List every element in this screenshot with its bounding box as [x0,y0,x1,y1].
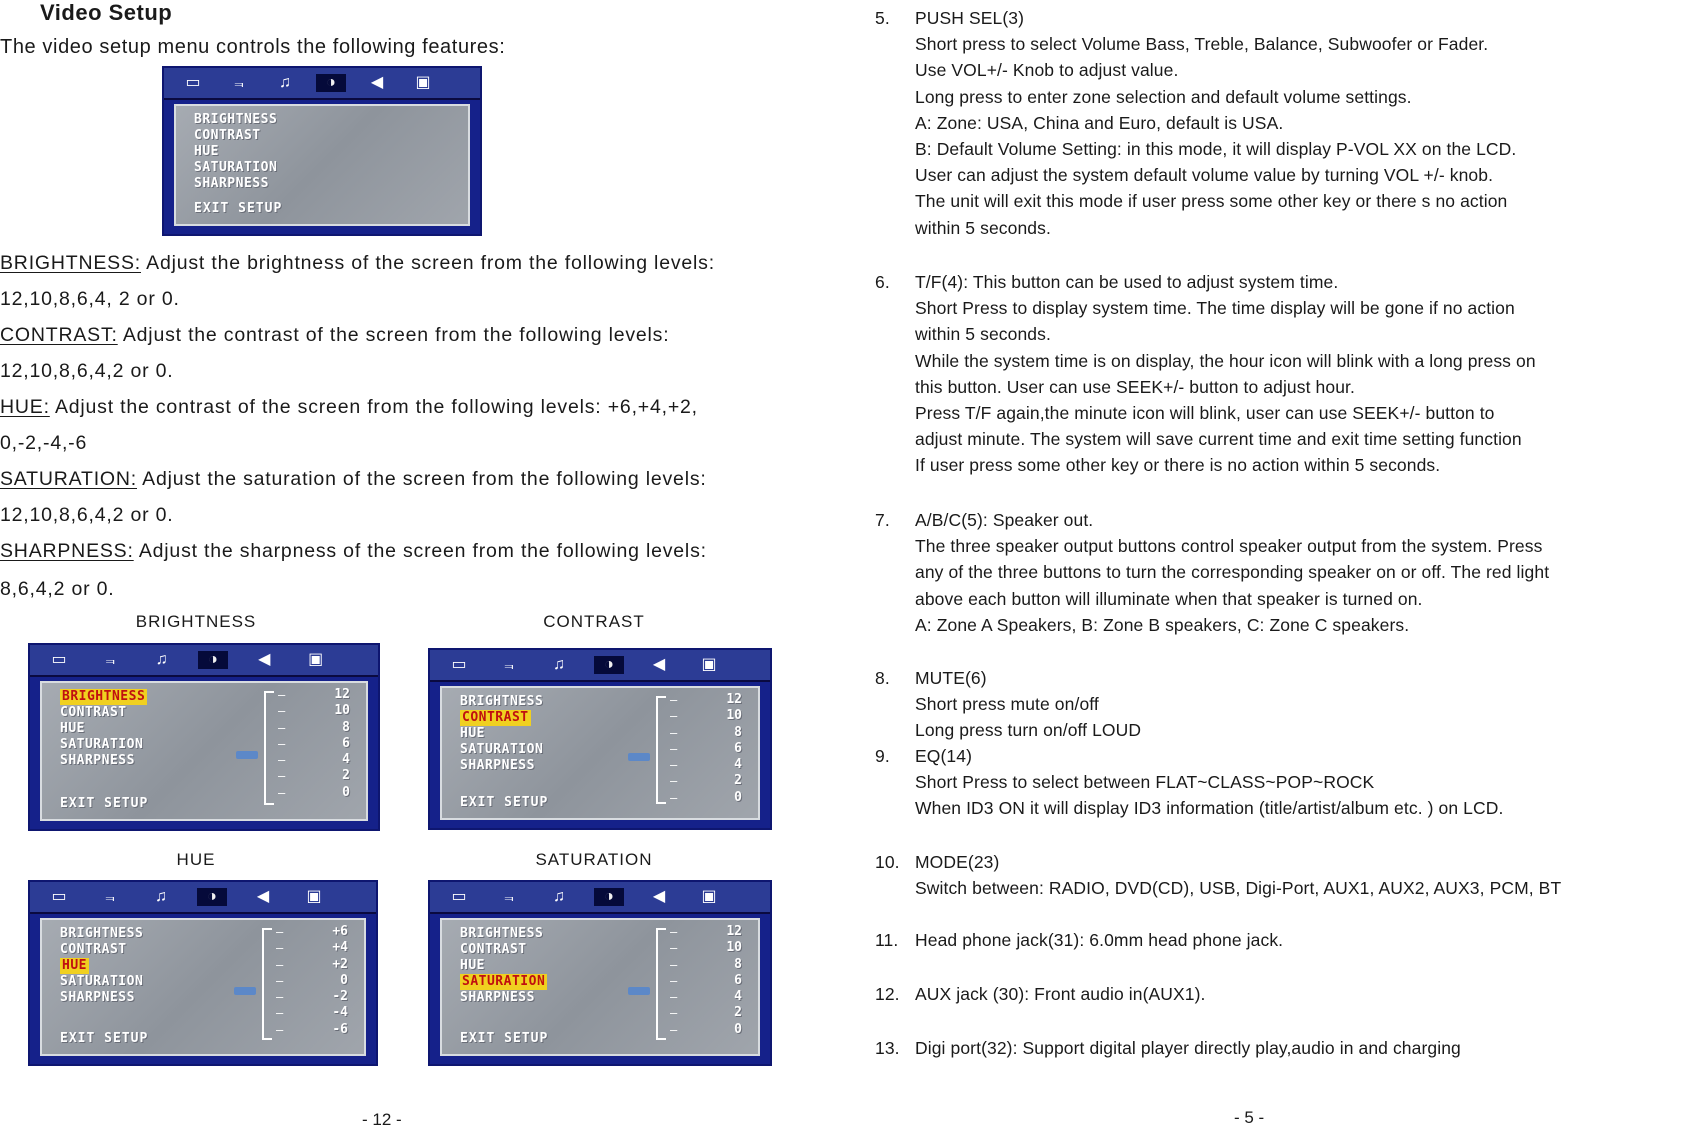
osd-menu-panel [440,918,760,1056]
osd-icon-bar [430,650,770,682]
satellite-icon: ⫬ [504,888,514,905]
list-item-line: A: Zone: USA, China and Euro, default is USA. [915,112,1284,133]
osd-scale-bracket [656,928,666,1040]
list-item-number: 7. [875,510,890,530]
list-item-line: User can adjust the system default volume value by turning VOL +/- knob. [915,165,1494,186]
brightness-levels: 12,10,8,6,4, 2 or 0. [0,288,180,310]
osd-menu-item: SHARPNESS [60,753,135,768]
list-item-line: adjust minute. The system will save current time and exit time setting function [915,429,1522,450]
osd-exit-setup: EXIT SETUP [460,1031,549,1046]
list-item-number: 9. [875,746,890,766]
speaker-icon: ◀ [258,651,271,668]
caption-brightness: BRIGHTNESS [135,612,257,631]
music-icon: ♫ [553,888,565,905]
list-item-line: When ID3 ON it will display ID3 information (title/artist/album etc. ) on LCD. [915,798,1504,819]
dolby-icon: ▣ [415,74,431,91]
osd-menu-item: SATURATION [194,160,278,175]
osd-arrow-icon [628,987,650,995]
list-item-line: A/B/C(5): Speaker out. [915,510,1094,530]
list-item-line: The three speaker output buttons control speaker output from the system. Press [915,536,1543,557]
brightness-desc: Adjust the brightness of the screen from the following levels: [141,252,715,274]
osd-menu-panel [40,681,368,821]
dolby-icon: ▣ [306,888,322,905]
list-item-line: PUSH SEL(3) [915,8,1025,28]
osd-level-value: 4 [734,989,742,1005]
osd-menu-item: SATURATION [60,974,144,989]
osd-level-value: 8 [342,719,350,735]
osd-level-scale [262,924,352,1044]
osd-exit-setup: EXIT SETUP [194,201,283,216]
list-item-line: Long press to enter zone selection and default volume settings. [915,86,1412,107]
osd-level-value: 12 [726,924,742,939]
osd-level-value: +4 [332,940,348,956]
osd-level-scale [656,692,746,808]
osd-level-value: 10 [334,703,350,719]
osd-scale-bracket [656,696,666,804]
osd-menu-list [460,926,547,1006]
list-item-number: 12. [875,984,900,1004]
osd-menu-list [60,689,147,769]
osd-menu-panel [440,686,760,820]
osd-menu-item: CONTRAST [194,128,261,143]
saturation-levels: 12,10,8,6,4,2 or 0. [0,504,174,526]
osd-level-value: 0 [734,1021,742,1037]
osd-level-value: +2 [332,956,348,972]
list-item-line: any of the three buttons to turn the corresponding speaker on or off. The red light [915,562,1550,583]
contrast-desc: Adjust the contrast of the screen from the following levels: [117,324,670,346]
satellite-icon: ⫬ [504,656,514,673]
osd-arrow-icon [236,751,258,759]
saturation-term: SATURATION: [0,468,137,490]
osd-scale-bracket [262,928,272,1040]
sharpness-levels: 8,6,4,2 or 0. [0,578,115,600]
list-item-line: MODE(23) [915,852,1000,872]
osd-scale-values [726,692,742,806]
osd-menu-item: SHARPNESS [460,758,535,773]
list-item-line: Use VOL+/- Knob to adjust value. [915,60,1179,81]
osd-level-value: -2 [332,989,348,1005]
list-item-number: 11. [875,930,899,950]
osd-level-value: 12 [334,687,350,702]
osd-menu-list [60,926,143,1006]
sharpness-desc: Adjust the sharpness of the screen from the following levels: [133,540,707,562]
music-icon: ♫ [553,656,565,673]
monitor-icon: ▭ [185,74,201,91]
list-item-line: Long press turn on/off LOUD [915,720,1142,741]
list-item-number: 10. [875,852,900,872]
osd-menu-list [194,112,277,192]
osd-menu-item: HUE [194,144,219,159]
list-item-line: B: Default Volume Setting: in this mode, it will display P-VOL XX on the LCD. [915,139,1517,159]
osd-menu-panel [174,104,470,226]
music-icon: ♫ [155,888,167,905]
osd-scale-ticks: – – – – – – – [670,692,678,805]
osd-scale-ticks: – – – – – – – [670,924,678,1037]
saturation-paragraph [0,468,707,491]
osd-icon-bar [164,68,480,100]
osd-screenshot-main [162,66,482,236]
list-item-line: Switch between: RADIO, DVD(CD), USB, Digi-Port, AUX1, AUX2, AUX3, PCM, BT [915,878,1562,899]
video-icon: ◑ [198,651,228,669]
osd-arrow-icon [234,987,256,995]
osd-icon-bar [430,882,770,914]
osd-level-value: 8 [734,724,742,740]
osd-menu-item: SATURATION [60,737,144,752]
contrast-term: CONTRAST: [0,324,118,346]
osd-menu-item: BRIGHTNESS [62,689,146,704]
osd-menu-item: SHARPNESS [194,176,269,191]
monitor-icon: ▭ [51,888,67,905]
list-item-line: AUX jack (30): Front audio in(AUX1). [915,984,1206,1004]
hue-term: HUE: [0,396,50,418]
list-item-number: 6. [875,272,890,292]
list-item-line: within 5 seconds. [915,217,1051,238]
list-item-line: this button. User can use SEEK+/- button to adjust hour. [915,376,1355,397]
list-item-line: within 5 seconds. [915,324,1051,345]
osd-icon-bar [30,645,378,677]
osd-level-value: 8 [734,956,742,972]
hue-levels: 0,-2,-4,-6 [0,432,88,454]
osd-menu-item: HUE [60,721,85,736]
osd-menu-item: BRIGHTNESS [460,694,544,709]
osd-menu-item: CONTRAST [60,705,127,720]
osd-menu-panel [40,918,366,1056]
dolby-icon: ▣ [308,651,324,668]
osd-menu-item: CONTRAST [462,710,529,725]
dolby-icon: ▣ [701,656,717,673]
contrast-paragraph [0,324,669,347]
list-item-line: Short press to select Volume Bass, Treble, Balance, Subwoofer or Fader. [915,34,1489,55]
osd-level-value: 2 [734,1005,742,1021]
monitor-icon: ▭ [51,651,67,668]
page-number-left: - 12 - [362,1110,402,1129]
monitor-icon: ▭ [451,656,467,673]
satellite-icon: ⫬ [105,888,115,905]
dolby-icon: ▣ [701,888,717,905]
contrast-levels: 12,10,8,6,4,2 or 0. [0,360,174,382]
osd-screenshot-brightness [28,643,380,831]
brightness-term: BRIGHTNESS: [0,252,141,274]
osd-level-value: 0 [342,784,350,800]
osd-level-value: 4 [734,757,742,773]
osd-exit-setup: EXIT SETUP [60,796,149,811]
osd-level-value: 4 [342,752,350,768]
caption-saturation: SATURATION [535,850,653,869]
osd-scale-ticks: – – – – – – – [278,687,286,800]
brightness-paragraph [0,252,715,275]
list-item-line: Short Press to display system time. The time display will be gone if no action [915,298,1515,319]
saturation-desc: Adjust the saturation of the screen from the following levels: [137,468,707,490]
osd-menu-item: HUE [62,958,87,973]
list-item-line: Digi port(32): Support digital player directly play,audio in and charging [915,1038,1461,1058]
caption-hue: HUE [176,850,216,869]
osd-level-value: 10 [726,940,742,956]
osd-menu-item: HUE [460,958,485,973]
osd-level-scale [656,924,746,1044]
osd-menu-item: BRIGHTNESS [194,112,278,127]
sharpness-term: SHARPNESS: [0,540,134,562]
osd-screenshot-hue [28,880,378,1066]
osd-menu-item: BRIGHTNESS [60,926,144,941]
osd-menu-item: SATURATION [462,974,546,989]
osd-exit-setup: EXIT SETUP [460,795,549,810]
osd-level-value: 0 [340,972,348,988]
osd-menu-item: BRIGHTNESS [460,926,544,941]
video-icon: ◑ [594,888,624,906]
osd-menu-item: CONTRAST [460,942,527,957]
osd-scale-bracket [264,691,274,805]
list-item-line: Press T/F again,the minute icon will blink, user can use SEEK+/- button to [915,403,1495,423]
speaker-icon: ◀ [256,888,270,905]
music-icon: ♫ [155,651,168,668]
list-item-line: above each button will illuminate when that speaker is turned on. [915,588,1423,609]
osd-menu-list [460,694,543,774]
list-item-line: EQ(14) [915,746,973,766]
section-title: Video Setup [40,0,173,25]
osd-exit-setup: EXIT SETUP [60,1031,149,1046]
osd-menu-item: SHARPNESS [60,990,135,1005]
list-item-line: Head phone jack(31): 6.0mm head phone jack. [915,930,1284,950]
osd-level-value: 2 [342,768,350,784]
osd-level-value: 6 [342,735,350,751]
osd-icon-bar [30,882,376,914]
list-item-line: Short press mute on/off [915,694,1099,715]
osd-scale-ticks: – – – – – – – [276,924,284,1037]
monitor-icon: ▭ [451,888,467,905]
osd-menu-item: SATURATION [460,742,544,757]
music-icon: ♫ [279,74,291,91]
osd-screenshot-saturation [428,880,772,1066]
osd-menu-item: HUE [460,726,485,741]
osd-scale-values [334,687,350,801]
sharpness-paragraph [0,540,707,563]
caption-contrast: CONTRAST [543,612,645,631]
osd-arrow-icon [628,753,650,761]
list-item-line: While the system time is on display, the hour icon will blink with a long press on [915,350,1536,371]
osd-screenshot-contrast [428,648,772,830]
osd-level-value: 0 [734,789,742,805]
osd-level-value: 10 [726,708,742,724]
list-item-line: A: Zone A Speakers, B: Zone B speakers, C: Zone C speakers. [915,614,1410,635]
osd-menu-item: SHARPNESS [460,990,535,1005]
list-item-number: 13. [875,1038,900,1058]
osd-level-value: 12 [726,692,742,707]
satellite-icon: ⫬ [234,74,244,91]
osd-level-value: 2 [734,773,742,789]
list-item-line: T/F(4): This button can be used to adjust system time. [915,272,1339,292]
speaker-icon: ◀ [652,656,666,673]
osd-level-scale [264,687,354,809]
speaker-icon: ◀ [652,888,666,905]
osd-level-value: -4 [332,1005,348,1021]
video-icon: ◑ [316,74,346,92]
osd-level-value: 6 [734,972,742,988]
hue-paragraph [0,396,698,419]
video-icon: ◑ [594,656,624,674]
osd-level-value: 6 [734,740,742,756]
list-item-line: If user press some other key or there is no action within 5 seconds. [915,455,1441,476]
list-item-line: Short Press to select between FLAT~CLASS~POP~ROCK [915,772,1375,793]
video-icon: ◑ [197,888,227,906]
speaker-icon: ◀ [370,74,384,91]
osd-scale-values [726,924,742,1038]
intro-text: The video setup menu controls the following features: [0,36,506,58]
osd-scale-values [332,924,348,1038]
list-item-line: The unit will exit this mode if user press some other key or there s no action [915,191,1508,212]
page-number-right: - 5 - [1234,1108,1265,1127]
osd-menu-item: CONTRAST [60,942,127,957]
hue-desc: Adjust the contrast of the screen from the following levels: +6,+4,+2, [49,396,698,418]
list-item-number: 8. [875,668,890,688]
osd-level-value: -6 [332,1021,348,1037]
osd-level-value: +6 [332,924,348,939]
satellite-icon: ⫬ [105,651,115,668]
list-item-line: MUTE(6) [915,668,987,688]
list-item-number: 5. [875,8,890,28]
